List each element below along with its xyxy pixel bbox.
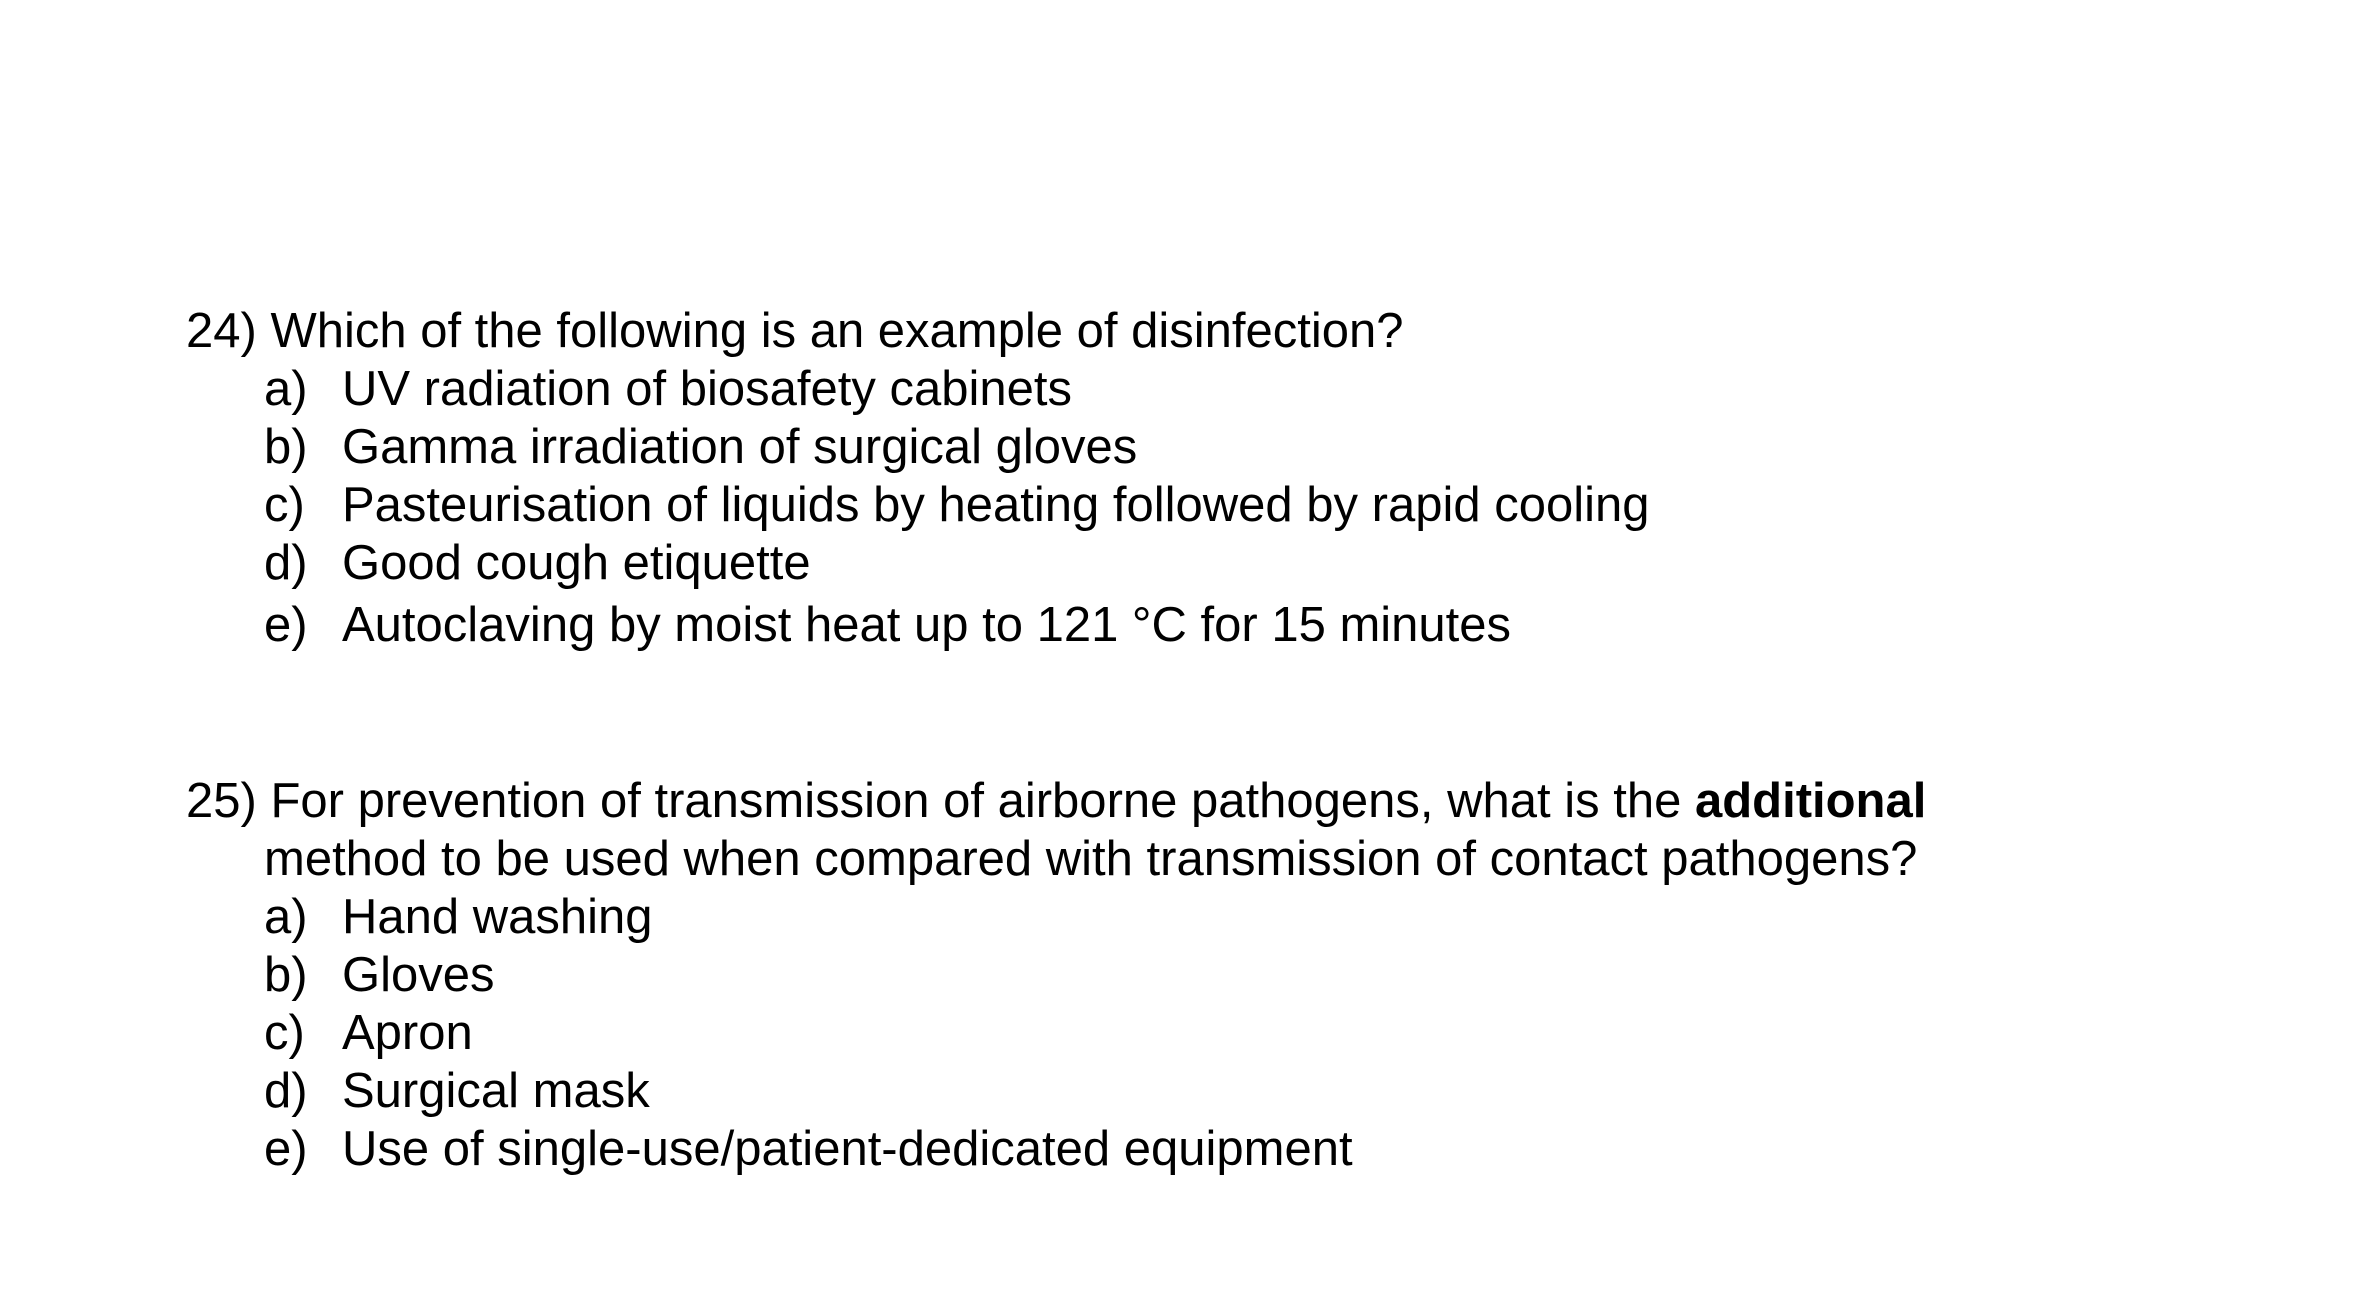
question-24-stem [186, 302, 2186, 360]
option-letter: e) [264, 1122, 308, 1176]
option-letter: b) [264, 420, 308, 474]
option-letter: b) [264, 948, 308, 1002]
option-text: UV radiation of biosafety cabinets [342, 362, 1072, 416]
option-d [186, 1062, 2186, 1120]
question-24 [186, 302, 2186, 660]
question-number: 24) [186, 304, 257, 358]
question-25-options [186, 888, 2186, 1178]
option-text: Surgical mask [342, 1064, 650, 1118]
question-text: Which of the following is an example of disinfection? [270, 304, 1404, 358]
option-d [186, 534, 2186, 592]
question-25 [186, 772, 2186, 1178]
option-e [186, 592, 2186, 660]
option-text: Gamma irradiation of surgical gloves [342, 420, 1138, 474]
option-b [186, 946, 2186, 1004]
option-text: Apron [342, 1006, 473, 1060]
option-c [186, 1004, 2186, 1062]
option-letter: d) [264, 536, 308, 590]
question-emphasis: additional [1694, 774, 1927, 828]
option-text: Gloves [342, 948, 495, 1002]
option-text: Good cough etiquette [342, 536, 811, 590]
question-number: 25) [186, 774, 257, 828]
question-24-options [186, 360, 2186, 660]
option-text: Hand washing [342, 890, 653, 944]
option-text: Use of single-use/patient-dedicated equipment [342, 1122, 1353, 1176]
option-b [186, 418, 2186, 476]
option-a [186, 888, 2186, 946]
option-e [186, 1120, 2186, 1178]
question-25-stem-continuation: method to be used when compared with transmission of contact pathogens? [264, 832, 1918, 886]
option-letter: e) [264, 598, 308, 652]
question-text: For prevention of transmission of airborne pathogens, what is the [270, 774, 1682, 828]
option-text: Autoclaving by moist heat up to 121 °C for 15 minutes [342, 598, 1512, 652]
question-25-stem [186, 772, 2186, 830]
option-letter: d) [264, 1064, 308, 1118]
option-letter: c) [264, 1006, 305, 1060]
option-text: Pasteurisation of liquids by heating followed by rapid cooling [342, 478, 1650, 532]
option-c [186, 476, 2186, 534]
option-letter: a) [264, 890, 308, 944]
option-a [186, 360, 2186, 418]
option-letter: c) [264, 478, 305, 532]
option-letter: a) [264, 362, 308, 416]
